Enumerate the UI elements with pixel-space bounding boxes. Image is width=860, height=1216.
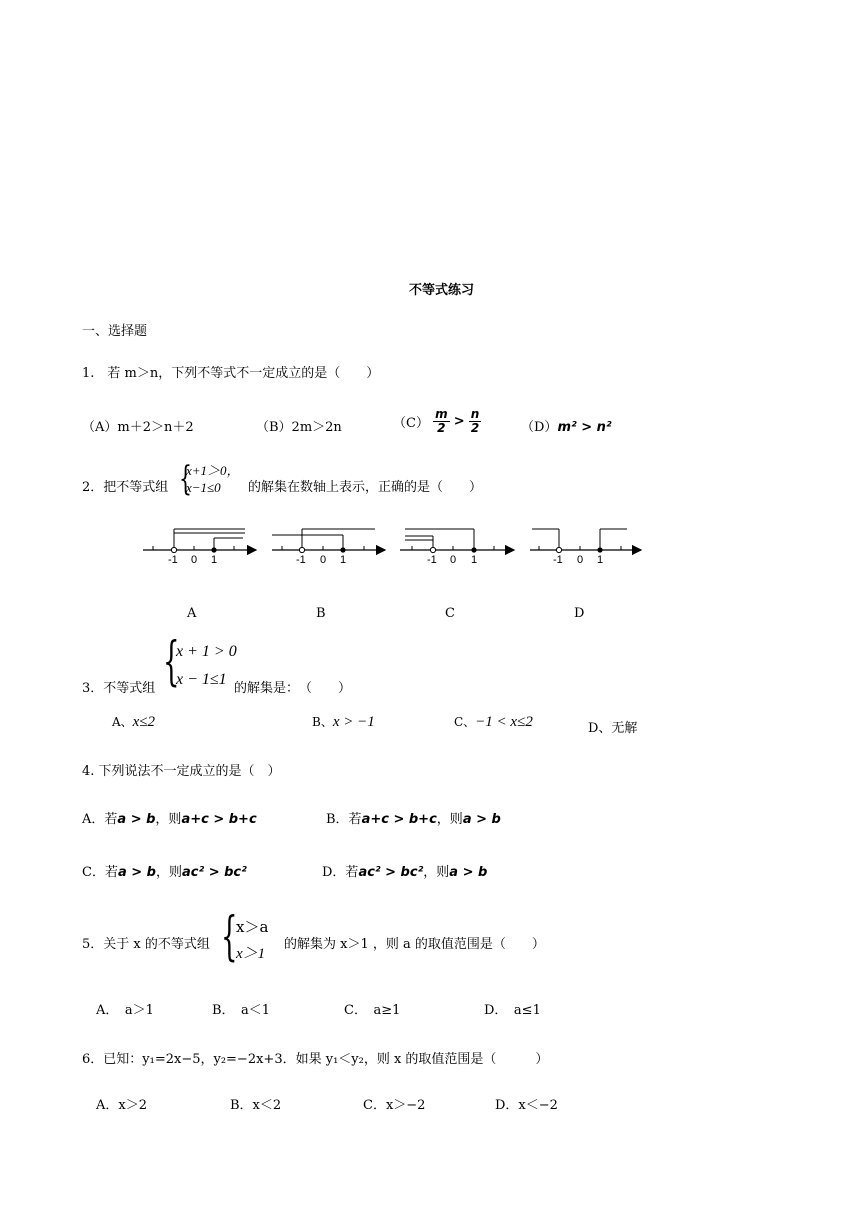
q1-option-a: （A）m＋2＞n＋2 xyxy=(82,420,194,435)
nl-c-tick-0: 0 xyxy=(450,554,457,566)
q2-brace: { xyxy=(179,459,192,499)
q1-option-d-label: （D） xyxy=(521,420,558,435)
q4-option-b: B．若a+c > b+c，则a > b xyxy=(326,812,501,827)
q5-line2: x＞1 xyxy=(236,946,266,962)
q5-option-b: B． a＜1 xyxy=(212,1003,271,1018)
q2-option-c-label: C xyxy=(445,606,455,621)
nl-b-tick-m1: -1 xyxy=(296,554,306,566)
q1-option-b: （B）2m＞2n xyxy=(256,420,342,435)
nl-d-tick-1: 1 xyxy=(597,554,604,566)
q3-option-b-label: B、 xyxy=(312,715,333,729)
q2-line2: x−1≤0 xyxy=(186,480,221,495)
q3-brace: { xyxy=(163,632,180,692)
q3-option-a xyxy=(112,713,155,731)
number-line-d xyxy=(530,529,641,553)
q1-frac-left: $\frac{m}{2}$ xyxy=(435,407,448,435)
nl-d-tick-m1: -1 xyxy=(553,554,563,566)
q1-option-c-label: （C） xyxy=(393,416,429,431)
q2-stem-pre: 2．把不等式组 xyxy=(82,480,169,495)
q3-option-b xyxy=(312,713,375,731)
nl-b-tick-1: 1 xyxy=(340,554,347,566)
nl-b-tick-0: 0 xyxy=(320,554,327,566)
nl-d-tick-0: 0 xyxy=(577,554,584,566)
q3-option-c xyxy=(454,713,533,731)
q6-option-b: B．x＜2 xyxy=(230,1098,282,1113)
q3-option-c-expr: −1 < x≤2 xyxy=(475,714,533,730)
q4-option-a: A．若a > b，则a+c > b+c xyxy=(82,812,257,827)
page-title: 不等式练习 xyxy=(409,283,475,298)
q3-stem-post: 的解集是： （ ） xyxy=(234,681,352,696)
q1-option-d-expr: m² > n² xyxy=(557,420,612,435)
q1-op: > xyxy=(453,414,465,429)
q3-option-b-expr: x > −1 xyxy=(332,714,375,730)
q5-option-c: C． a≥1 xyxy=(344,1003,401,1018)
q2-number-lines xyxy=(0,515,860,575)
q2-line1: x+1＞0， xyxy=(186,463,240,478)
q1-frac-right: $\frac{n}{2}$ xyxy=(470,407,480,435)
q2-option-b-label: B xyxy=(316,606,326,621)
q2-stem-post: 的解集在数轴上表示，正确的是（ ） xyxy=(248,480,483,495)
number-line-a xyxy=(143,529,256,553)
q6-option-c: C．x＞−2 xyxy=(363,1098,426,1113)
q2-option-d-label: D xyxy=(574,606,585,621)
q5-stem-post: 的解集为 x＞1 ，则 a 的取值范围是（ ） xyxy=(284,937,545,952)
q3-option-a-expr: x≤2 xyxy=(132,714,156,730)
nl-c-tick-1: 1 xyxy=(471,554,478,566)
q5-line1: x＞a xyxy=(236,918,269,936)
nl-a-tick-0: 0 xyxy=(191,554,198,566)
q3-option-d: D、无解 xyxy=(588,721,638,736)
q1-stem: 1. 若 m＞n，下列不等式不一定成立的是（ ） xyxy=(82,366,380,381)
q3-system xyxy=(176,638,237,694)
number-line-c xyxy=(400,529,514,553)
q2-option-a-label: A xyxy=(187,606,197,621)
q6-option-d: D．x＜−2 xyxy=(495,1098,558,1113)
nl-c-tick-m1: -1 xyxy=(427,554,437,566)
nl-a-tick-1: 1 xyxy=(211,554,218,566)
q3-line2: x − 1≤1 xyxy=(176,671,227,688)
section-heading: 一、选择题 xyxy=(82,324,148,339)
q4-option-c: C．若a > b，则ac² > bc² xyxy=(82,865,247,880)
q6-stem: 6．已知：y₁=2x−5，y₂=−2x+3．如果 y₁＜y₂，则 x 的取值范围是（ ） xyxy=(82,1052,549,1067)
q3-stem-pre: 3．不等式组 xyxy=(82,681,156,696)
q1-option-c xyxy=(393,408,481,435)
q3-option-c-label: C、 xyxy=(454,715,476,729)
q5-option-a: A． a＞1 xyxy=(96,1003,154,1018)
nl-a-tick-m1: -1 xyxy=(168,554,178,566)
q3-line1: x + 1 > 0 xyxy=(176,643,237,660)
q4-option-d: D．若ac² > bc²，则a > b xyxy=(322,865,488,880)
q3-option-a-label: A、 xyxy=(112,715,133,729)
q6-option-a: A．x＞2 xyxy=(96,1098,147,1113)
q5-system xyxy=(236,914,268,968)
q4-stem: 4. 下列说法不一定成立的是（ ） xyxy=(82,764,281,779)
q2-system xyxy=(186,462,240,496)
q5-stem-pre: 5．关于 x 的不等式组 xyxy=(82,937,210,952)
q5-brace: { xyxy=(221,907,238,967)
q1-option-d xyxy=(521,416,612,435)
q5-option-d: D． a≤1 xyxy=(484,1003,541,1018)
number-line-b xyxy=(272,529,385,553)
